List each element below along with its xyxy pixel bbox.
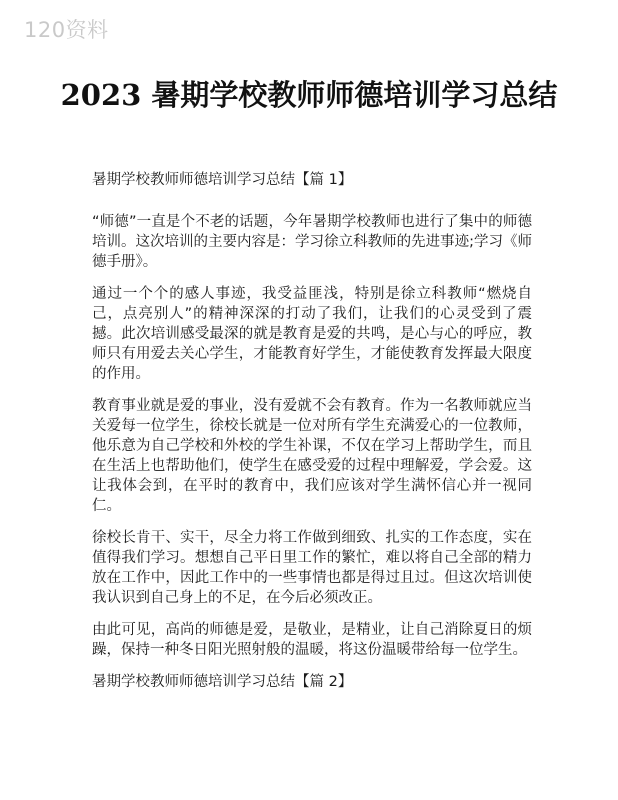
page-title: 2023 暑期学校教师师德培训学习总结 (60, 78, 558, 112)
paragraph: 由此可见，高尚的师德是爱，是敬业，是精业，让自己消除夏日的烦躁，保持一种冬日阳光照射般的温暖，将这份温暖带给每一位学生。 (92, 622, 532, 658)
watermark: 120资料 (24, 18, 109, 42)
section-heading: 暑期学校教师师德培训学习总结【篇 1】 (92, 172, 353, 188)
paragraph: “师德”一直是个不老的话题，今年暑期学校教师也进行了集中的师德培训。这次培训的主要内容是：学习徐立科教师的先进事迹;学习《师德手册》。 (92, 214, 532, 270)
paragraph: 教育事业就是爱的事业，没有爱就不会有教育。作为一名教师就应当关爱每一位学生，徐校长就是一位对所有学生充满爱心的一位教师，他乐意为自己学校和外校的学生补课，不仅在学习上帮助学生，而且在生活上也帮助他们，使学生在感受爱的过程中理解爱，学会爱。这让我体会到，在平时的教育中，我们应该对学生满怀信心并一视同仁。 (92, 398, 532, 514)
paragraph: 徐校长肯干、实干，尽全力将工作做到细致、扎实的工作态度，实在值得我们学习。想想自己平日里工作的繁忙，难以将自己全部的精力放在工作中，因此工作中的一些事情也都是得过且过。但这次培训使我认识到自己身上的不足，在今后必须改正。 (92, 530, 532, 606)
paragraph: 通过一个个的感人事迹，我受益匪浅，特别是徐立科教师“燃烧自己，点亮别人”的精神深深的打动了我们，让我们的心灵受到了震撼。此次培训感受最深的就是教育是爱的共鸣，是心与心的呼应，教师只有用爱去关心学生，才能教育好学生，才能使教育发挥最大限度的作用。 (92, 286, 532, 382)
document-body (92, 170, 532, 705)
section-heading: 暑期学校教师师德培训学习总结【篇 2】 (92, 674, 353, 690)
